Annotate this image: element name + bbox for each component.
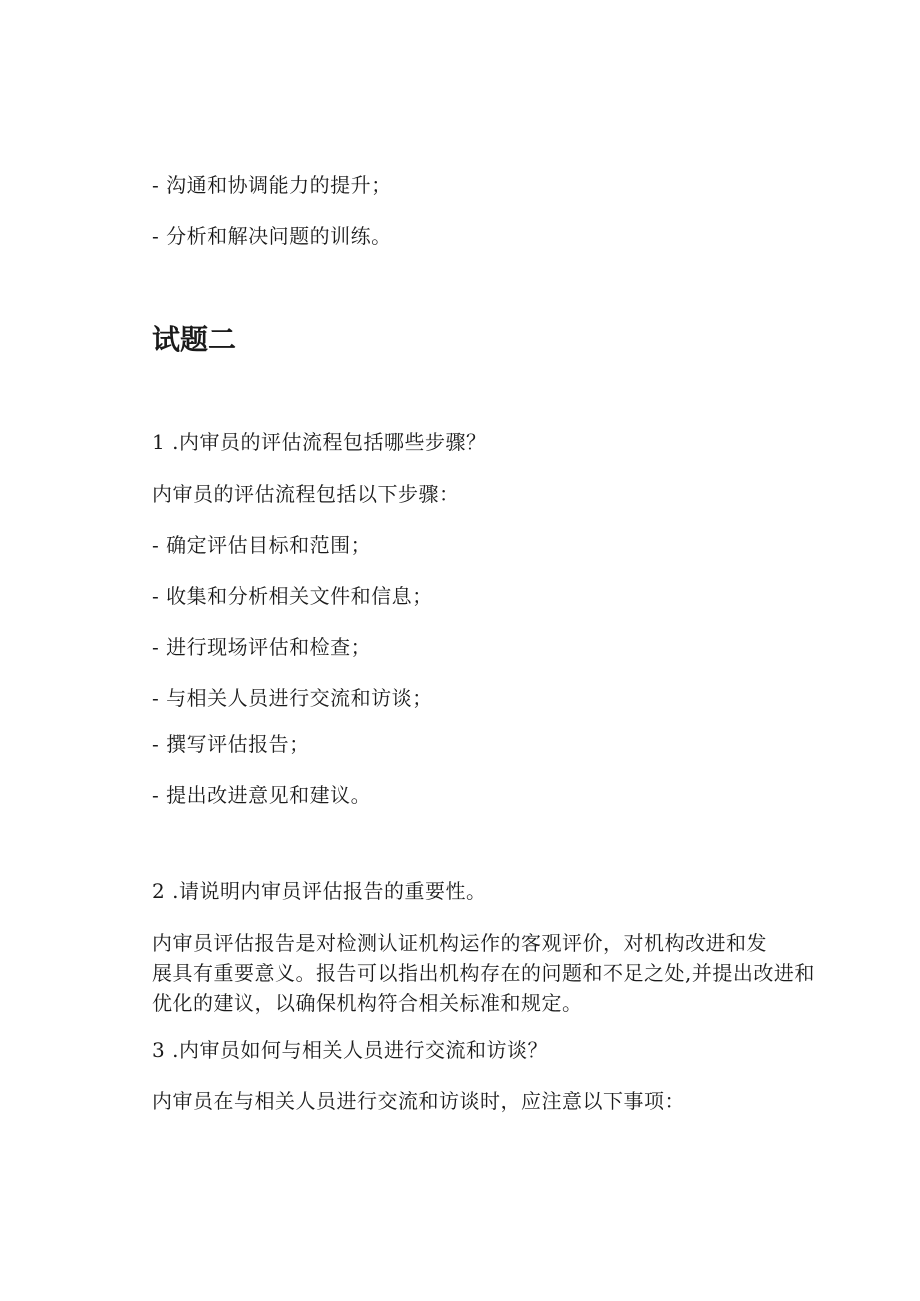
question-1: 1 .内审员的评估流程包括哪些步骤？ [152,430,487,454]
bullet-item: - 沟通和协调能力的提升； [152,173,392,197]
answer-line: 内审员评估报告是对检测认证机构运作的客观评价，对机构改进和发 [152,931,767,955]
step-item: - 确定评估目标和范围； [152,533,372,557]
step-item: - 提出改进意见和建议。 [152,783,372,807]
answer-line: 展具有重要意义。报告可以指出机构存在的问题和不足之处,并提出改进和 [152,961,815,985]
question-1-intro: 内审员的评估流程包括以下步骤： [152,482,460,506]
step-item: - 与相关人员进行交流和访谈； [152,686,433,710]
question-2: 2 .请说明内审员评估报告的重要性。 [152,879,487,903]
step-item: - 撰写评估报告； [152,732,310,756]
section-title: 试题二 [152,323,237,356]
question-2-answer [152,928,814,1018]
answer-line: 优化的建议，以确保机构符合相关标准和规定。 [152,991,583,1015]
bullet-item: - 分析和解决问题的训练。 [152,224,392,248]
question-3-intro: 内审员在与相关人员进行交流和访谈时，应注意以下事项： [152,1089,685,1113]
question-3: 3 .内审员如何与相关人员进行交流和访谈？ [152,1038,548,1062]
step-item: - 收集和分析相关文件和信息； [152,584,433,608]
step-item: - 进行现场评估和检查； [152,635,372,659]
